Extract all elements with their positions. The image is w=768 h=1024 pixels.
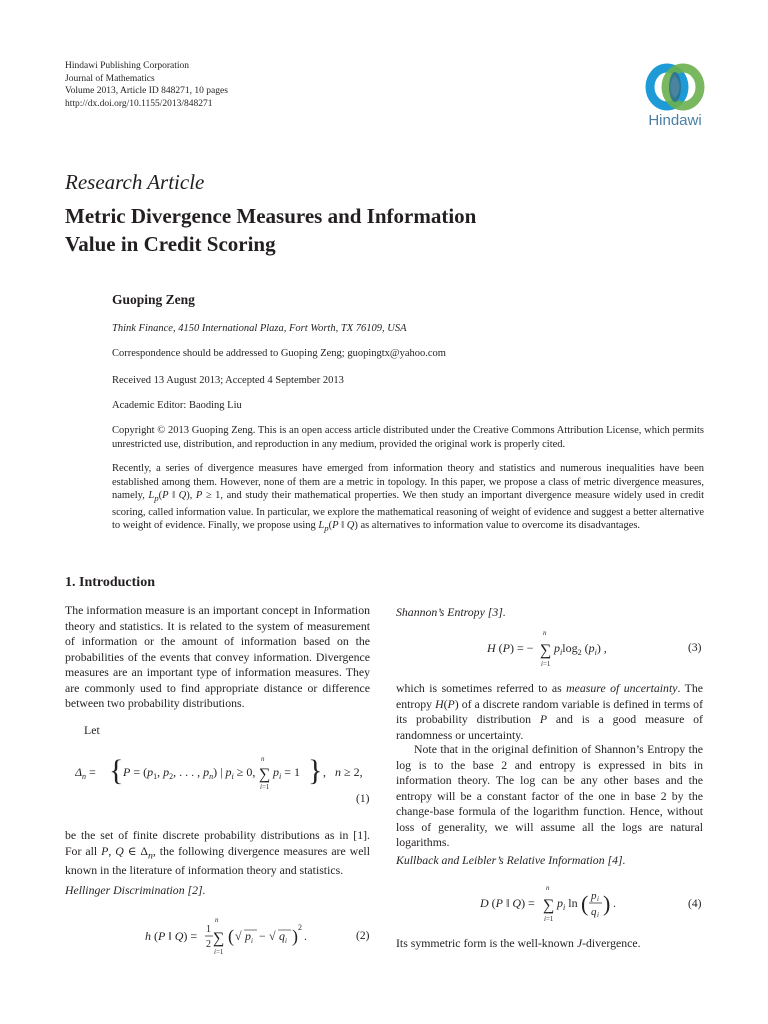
doi-link[interactable]: http://dx.doi.org/10.1155/2013/848271 bbox=[65, 98, 213, 109]
svg-text:i: i bbox=[597, 911, 599, 919]
svg-text:H (P) = −: H (P) = − bbox=[487, 641, 534, 655]
svg-text:p: p bbox=[245, 929, 251, 943]
svg-text:.: . bbox=[613, 896, 616, 910]
abstract-math-lp-2: $L_p(P$ ‖ Q) bbox=[318, 520, 358, 534]
journal-header bbox=[65, 60, 228, 110]
after-eq1-math: P, Q ∈ $\Delta_n$ bbox=[101, 843, 153, 861]
equation-4 bbox=[480, 882, 630, 926]
equation-2-number: (2) bbox=[356, 930, 370, 942]
let-text: Let bbox=[84, 723, 100, 737]
note-paragraph: Note that in the original definition of Shannon’s Entropy the log is to the base 2 and entropy is expressed in bits in information theory. The log can be any other bases and the entropy will be a constant factor of the one in base 2 by the change-base formula of the logarithm function. Hence, without loss of generality, we will assume all the logs are natural logarithms. bbox=[396, 742, 703, 849]
after-eq3-text-2: . The entropy bbox=[396, 681, 704, 711]
article-title bbox=[65, 202, 625, 258]
after-eq3-math-p: P bbox=[539, 712, 548, 726]
svg-text:}: } bbox=[308, 754, 323, 787]
academic-editor: Academic Editor: Baoding Liu bbox=[112, 400, 242, 411]
svg-text:i=1: i=1 bbox=[544, 915, 554, 923]
equation-1 bbox=[75, 752, 370, 792]
svg-text:−: − bbox=[259, 929, 266, 943]
svg-text:i: i bbox=[285, 937, 287, 945]
after-eq3-math-h: H(P) bbox=[435, 696, 459, 711]
svg-text:{: { bbox=[109, 754, 124, 787]
hellinger-heading: Hellinger Discrimination [2]. bbox=[65, 883, 206, 897]
svg-text:2: 2 bbox=[206, 939, 211, 950]
svg-text:pi = 1: $p_i = 1$ bbox=[273, 765, 301, 781]
abstract-text-2: and study their mathematical properties. We then study an important divergence measure widely used in credit scoring, called information value. In particular, we explore the mathematical reasoning of weight of evidence and suggest a better alternative to weight of evidence. Finally, we propose using bbox=[112, 490, 705, 532]
svg-text:∑: ∑ bbox=[540, 642, 552, 659]
svg-text:(: ( bbox=[228, 926, 234, 946]
svg-text:i=1: i=1 bbox=[214, 948, 224, 956]
svg-text:∑: ∑ bbox=[213, 930, 225, 947]
svg-text:√: √ bbox=[269, 929, 276, 943]
after-eq3-text-1: which is sometimes referred to as bbox=[396, 681, 562, 695]
equation-1-number: (1) bbox=[356, 793, 370, 805]
hindawi-rings-icon bbox=[638, 62, 712, 112]
svg-text:D (P ‖ Q) =: D (P ‖ Q) = bbox=[480, 896, 535, 910]
svg-text:q: q bbox=[591, 906, 597, 918]
svg-text:i=1: i=1 bbox=[541, 660, 551, 668]
journal-name: Journal of Mathematics bbox=[65, 73, 155, 84]
volume-info: Volume 2013, Article ID 848271, 10 pages bbox=[65, 86, 228, 96]
title-line-2: Value in Credit Scoring bbox=[65, 232, 276, 256]
received-accepted-dates: Received 13 August 2013; Accepted 4 September 2013 bbox=[112, 375, 344, 386]
article-type: Research Article bbox=[65, 170, 205, 194]
after-eq1-text-1: be the set of finite discrete probability distributions as in [1]. For all bbox=[65, 828, 370, 858]
equation-3-number: (3) bbox=[688, 642, 702, 654]
svg-text:): ) bbox=[603, 891, 611, 916]
svg-text:(: ( bbox=[581, 891, 589, 916]
symmetric-form-paragraph bbox=[396, 936, 703, 952]
equation-4-number: (4) bbox=[688, 898, 702, 910]
equation-4-formula bbox=[480, 882, 630, 926]
svg-text:pi ln: $p_i$ ln bbox=[557, 896, 578, 912]
symmetric-text-2: -divergence. bbox=[582, 936, 641, 950]
author-name: Guoping Zeng bbox=[112, 292, 195, 307]
affiliation: Think Finance, 4150 International Plaza, Fort Worth, TX 76109, USA bbox=[112, 323, 407, 334]
correspondence: Correspondence should be addressed to Guoping Zeng; guopingtx@yahoo.com bbox=[112, 348, 446, 359]
after-eq1-text-2: , the following divergence measures are well known in the literature of information theory and statistics. bbox=[65, 843, 370, 878]
hindawi-logo bbox=[638, 62, 712, 129]
equation-3 bbox=[487, 627, 637, 671]
svg-text:Δn =: $\Delta_n$ = bbox=[75, 765, 96, 781]
svg-text:n: n bbox=[215, 916, 219, 924]
after-eq3-text-4: and is a good measure of randomness or uncertainty. bbox=[396, 712, 703, 742]
svg-text:2: 2 bbox=[298, 923, 302, 932]
abstract-text-1: Recently, a series of divergence measures have emerged from information theory and statistics and numerous inequalities have been established among them. However, none of them are a metric in topology. In this paper, we propose a class of metric divergence measures, namely, bbox=[112, 463, 704, 501]
equation-2-formula bbox=[145, 914, 325, 958]
section-heading-introduction: 1. Introduction bbox=[65, 575, 155, 590]
svg-text:pilog2 (pi) ,: $p_i\log_2$ $(p_i)$ , bbox=[554, 641, 607, 657]
kullback-leibler-heading: Kullback and Leibler’s Relative Information [4]. bbox=[396, 853, 626, 867]
svg-text:): ) bbox=[292, 926, 298, 946]
after-eq3-emphasis: measure of uncertainty bbox=[566, 681, 678, 695]
after-eq3-text-3: of a discrete random variable is defined in terms of its probability distribution bbox=[396, 696, 704, 726]
equation-1-formula bbox=[75, 752, 370, 796]
svg-text:,: , bbox=[323, 765, 326, 779]
abstract bbox=[112, 462, 704, 536]
after-eq1-paragraph bbox=[65, 828, 370, 879]
svg-text:i=1: i=1 bbox=[260, 783, 270, 791]
after-eq3-paragraph bbox=[396, 681, 703, 743]
abstract-text-3: as alternatives to information value to overcome its disadvantages. bbox=[360, 520, 641, 532]
svg-text:.: . bbox=[304, 929, 307, 943]
symmetric-text-1: Its symmetric form is the well-known bbox=[396, 936, 574, 950]
svg-text:n ≥ 2,: n ≥ 2, bbox=[335, 765, 363, 779]
svg-text:1: 1 bbox=[206, 924, 211, 935]
svg-text:p: p bbox=[591, 890, 597, 902]
svg-text:n: n bbox=[543, 629, 547, 637]
publisher: Hindawi Publishing Corporation bbox=[65, 61, 190, 71]
title-line-1: Metric Divergence Measures and Information bbox=[65, 204, 477, 228]
svg-text:∑: ∑ bbox=[259, 766, 271, 783]
shannon-heading: Shannon’s Entropy [3]. bbox=[396, 605, 506, 619]
abstract-math-lp: $L_p(P$ ‖ Q), P ≥ 1, bbox=[148, 490, 224, 504]
svg-text:h (P ‖ Q) =: h (P ‖ Q) = bbox=[145, 929, 198, 943]
equation-3-formula bbox=[487, 627, 637, 671]
intro-paragraph: The information measure is an important concept in Information theory and statistics. It is related to the system of measurement of information or the amount of information based on the probabilities of the events that convey information. Divergence measures are an important type of information measures. They are commonly used to find appropriate distance or difference between two probability distributions. bbox=[65, 603, 370, 710]
svg-text:P = (p1, p2, . . . , pn) | pi: $P = (p_1$, $p_2$, . . . , $p_n$) | $p_i \ge 0$, bbox=[123, 765, 256, 781]
svg-text:n: n bbox=[261, 755, 265, 763]
copyright-notice: Copyright © 2013 Guoping Zeng. This is an open access article distributed under the Creative Commons Attribution License, which permits unrestricted use, distribution, and reproduction in any medium, provided the original work is properly cited. bbox=[112, 425, 704, 450]
svg-text:q: q bbox=[279, 929, 285, 943]
equation-2 bbox=[145, 914, 325, 958]
symmetric-math-j: J bbox=[576, 936, 583, 950]
svg-text:i: i bbox=[251, 937, 253, 945]
svg-text:∑: ∑ bbox=[543, 897, 555, 914]
svg-text:n: n bbox=[546, 884, 550, 892]
logo-text: Hindawi bbox=[648, 112, 702, 129]
svg-text:i: i bbox=[597, 895, 599, 903]
svg-text:√: √ bbox=[235, 929, 242, 943]
